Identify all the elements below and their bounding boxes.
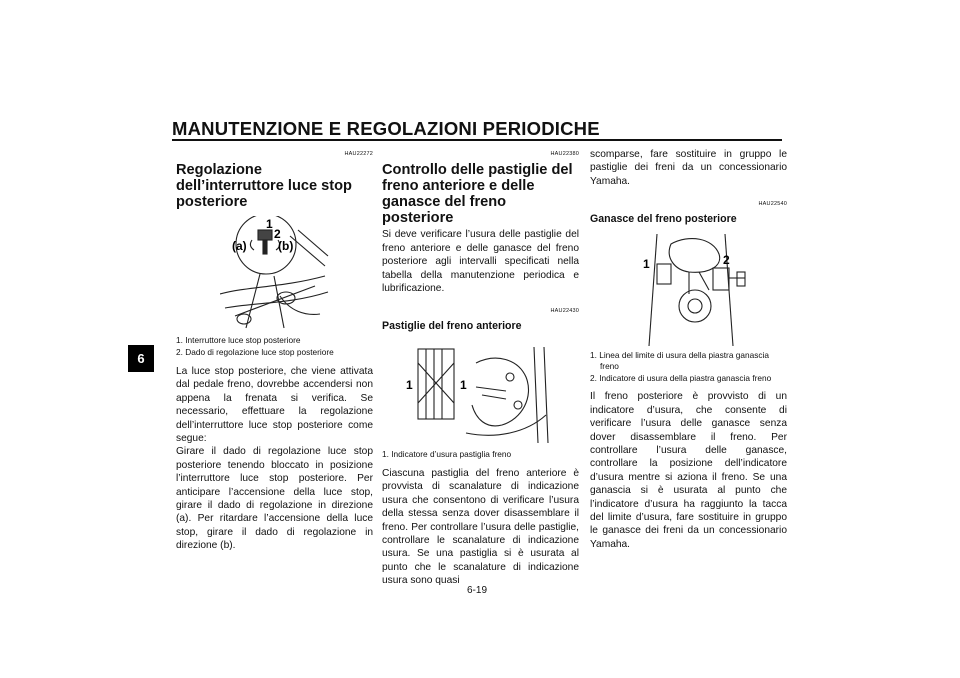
fig-label-right: 1 <box>459 378 467 393</box>
page-number: 6-19 <box>467 585 488 596</box>
page-header-title: MANUTENZIONE E REGOLAZIONI PERIODICHE <box>172 118 600 139</box>
caption-item: 1. Indicatore d’usura pastiglia freno <box>382 449 512 460</box>
fig-label-left: 1 <box>405 378 413 393</box>
fig-label-2: 2 <box>722 253 730 268</box>
brake-light-switch-drawing <box>220 216 330 331</box>
subsection-code: HAU22430 <box>550 308 579 315</box>
section-title: Regolazione dell’interruttore luce stop posteriore <box>176 162 352 211</box>
body-paragraph: Girare il dado di regolazione luce stop posteriore tenendo bloccato in posizione l’interruttore luce stop posteriore. Per anticipare l’accensione della luce stop, girare il dado di regolazione in direzione (a). Per ritardare l’accensione della luce stop, girare il dado di regolazione in direzione (b). <box>176 446 373 552</box>
chapter-tab: 6 <box>128 345 154 372</box>
body-paragraph: Ciascuna pastiglia del freno anteriore è provvista di scanalature di indicazione usura che consentono di verificare l’usura della stessa senza dover disassemblare il freno. Per controllare l’usura delle pastiglie, controllare le scanalature di indicazione usura. Se una pastiglia si è usurata al punto che le scanalature di indicazione usura sono quasi <box>382 468 579 587</box>
figure-brake-light-switch <box>220 216 330 331</box>
body-paragraph: La luce stop posteriore, che viene attivata dal pedale freno, dovrebbe accendersi non appena la frenata si verifica. Se necessario, effettuare la regolazione dell’interruttore luce stop posteriore come segue: <box>176 366 373 445</box>
fig-label-b: (b) <box>277 239 293 254</box>
intro-paragraph: Si deve verificare l’usura delle pastiglie del freno anteriore e delle ganasce del freno posteriore agli intervalli specificati nella tabella della manutenzione periodica e lubrificazione. <box>382 229 579 295</box>
column-2 <box>382 148 579 588</box>
figure-front-brake-pad <box>406 343 556 445</box>
figure-rear-brake-shoe <box>629 234 749 346</box>
subsection-title: Pastiglie del freno anteriore <box>382 319 522 332</box>
subsection-title: Ganasce del freno posteriore <box>590 212 737 225</box>
section-code: HAU22272 <box>344 151 373 157</box>
section-code: HAU22540 <box>758 201 787 208</box>
rear-brake-shoe-drawing <box>629 234 749 346</box>
front-brake-pad-drawing <box>406 343 556 445</box>
column-1 <box>176 148 373 553</box>
caption-item: 1. Interruttore luce stop posteriore <box>176 335 301 346</box>
continued-paragraph: scomparse, fare sostituire in gruppo le pastiglie dei freni da un concessionario Yamaha. <box>590 149 787 187</box>
fig-label-2: 2 <box>273 227 281 242</box>
caption-item: 2. Indicatore di usura della piastra ganascia freno <box>590 372 772 383</box>
body-paragraph: Il freno posteriore è provvisto di un indicatore d’usura, che consente di verificare l’usura delle ganasce senza dover disassemblare il freno. Per controllare l’usura delle ganasce, controllare la posizione dell’indicatore d’usura mentre si aziona il freno. Se una ganascia si è usurata al punto che l’indicatore d’usura ha raggiunto la tacca del limite d’usura, fare sostituire in gruppo le ganasce dei freni da un concessionario Yamaha. <box>590 391 787 550</box>
fig-label-1: 1 <box>265 217 273 232</box>
section-code: HAU22380 <box>550 151 579 157</box>
header-rule <box>172 139 782 141</box>
fig-label-a: (a) <box>231 239 247 254</box>
section-title: Controllo delle pastiglie del freno anteriore e delle ganasce del freno posteriore <box>382 162 573 227</box>
column-3 <box>590 148 787 551</box>
caption-item: 2. Dado di regolazione luce stop posteriore <box>176 347 334 358</box>
caption-item: 1. Linea del limite di usura della piastra ganascia freno <box>590 350 769 371</box>
fig-label-1: 1 <box>642 257 650 272</box>
